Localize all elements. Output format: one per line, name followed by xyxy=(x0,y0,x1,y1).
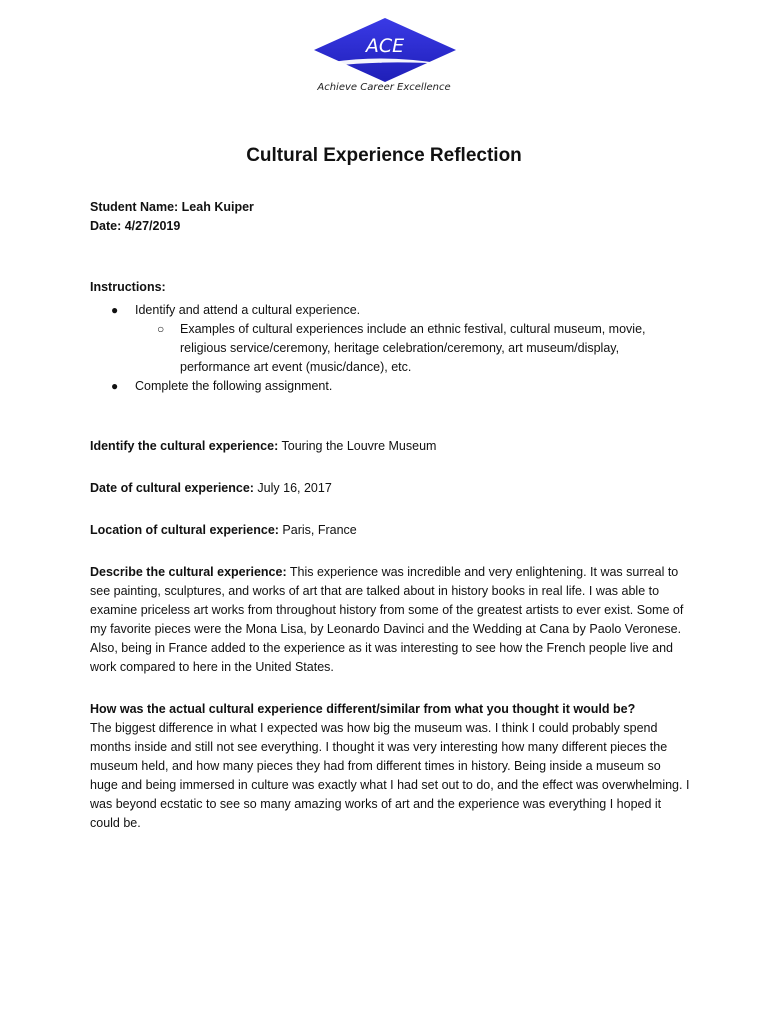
student-name: Student Name: Leah Kuiper xyxy=(90,200,254,214)
ace-diamond-icon xyxy=(312,16,458,88)
question-label: How was the actual cultural experience different/similar from what you thought it would be? xyxy=(90,702,636,716)
question-answer: The biggest difference in what I expected was how big the museum was. I think I could probably spend months inside and still not see everything. I thought it was very interesting how many different pieces the museum held, and how many pieces they had from different times in history. Being inside a museum so huge and being immersed in culture was exactly what I had set out to do, and the effect was overwhelming. I was beyond ecstatic to see so many amazing works of art and the experience was everything I hoped it could be. xyxy=(90,721,690,830)
bullet-icon: ● xyxy=(111,303,119,317)
document-date: Date: 4/27/2019 xyxy=(90,219,181,233)
instructions-list xyxy=(90,301,690,396)
list-item: ● Identify and attend a cultural experience. ○ Examples of cultural experiences include an ethnic festival, cultural museum, movie, religious service/ceremony, heritage celebration/ceremony, art museum/display, performance art event (music/dance), etc. xyxy=(90,301,690,377)
instructions-heading: Instructions: xyxy=(90,280,166,294)
list-item: ○ Examples of cultural experiences include an ethnic festival, cultural museum, movie, religious service/ceremony, heritage celebration/ceremony, art museum/display, performance art event (music/dance), etc. xyxy=(157,322,646,374)
describe-field: Describe the cultural experience: This experience was incredible and very enlightening. It was surreal to see painting, sculptures, and works of art that are talked about in history books in real life. I was able to examine priceless art works from throughout history from some of the greatest artists to ever exist. Some of my favorite pieces were the Mona Lisa, by Leonardo Davinci and the Wedding at Cana by Paolo Veronese. Also, being in France added to the experience as it was interesting to see how the French people live and work compared to here in the United States. xyxy=(90,565,684,674)
document-body xyxy=(90,198,690,833)
logo-text: ACE xyxy=(365,35,405,57)
identify-field: Identify the cultural experience: Touring the Louvre Museum xyxy=(90,439,437,453)
page-title: Cultural Experience Reflection xyxy=(246,145,522,166)
location-field: Location of cultural experience: Paris, France xyxy=(90,523,357,537)
logo-tagline: Achieve Career Excellence xyxy=(317,82,451,93)
date-field: Date of cultural experience: July 16, 2017 xyxy=(90,481,332,495)
sub-list xyxy=(135,320,690,377)
hollow-bullet-icon: ○ xyxy=(157,322,165,336)
bullet-icon: ● xyxy=(111,379,119,393)
list-item: ● Complete the following assignment. xyxy=(90,377,690,396)
